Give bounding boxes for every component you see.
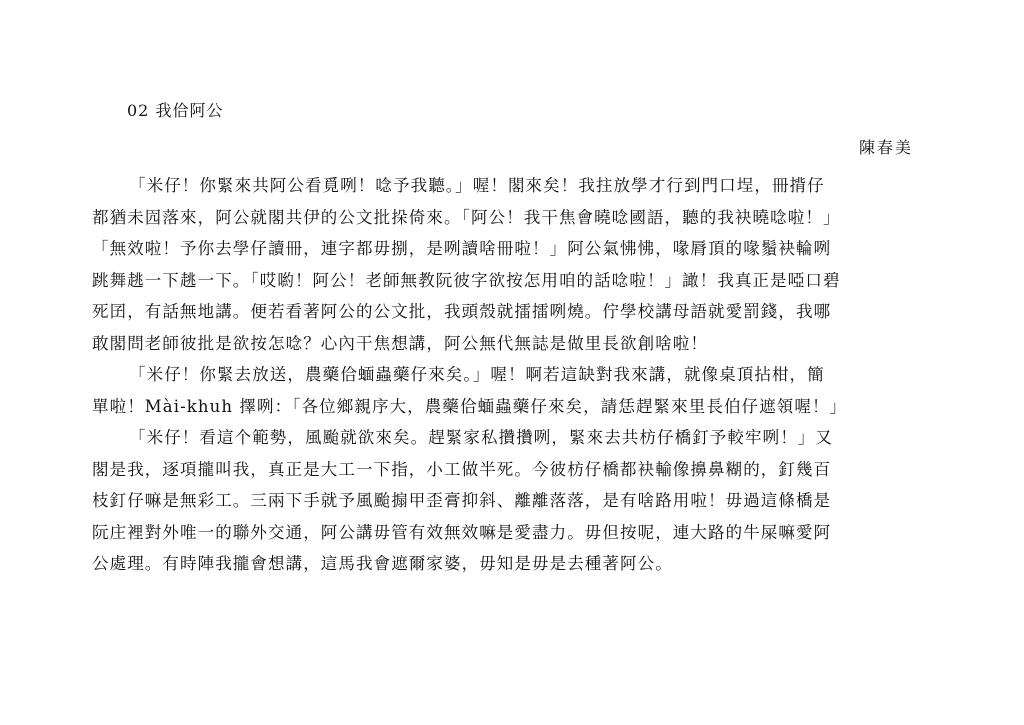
document-body bbox=[92, 174, 922, 584]
text-line: 枝釘仔嘛是無彩工。三兩下手就予風颱搧甲歪膏抑斜、離離落落，是有啥路用啦！毋過這條橋是 bbox=[92, 491, 832, 510]
text-line: 跳舞趒一下趒一下。「哎喲！阿公！老師無教阮彼字欲按怎用咱的話唸啦！」譀！我真正是啞口碧 bbox=[92, 270, 841, 290]
text-line: 敢閣問老師彼批是欲按怎唸？心內干焦想講，阿公無代無誌是做里長欲創啥啦！ bbox=[92, 333, 708, 353]
text-line: 「米仔！你緊去放送，農藥佮蝒蟲藥仔來矣。」喔！啊若這缺對我來講，就像桌頂拈柑，簡 bbox=[129, 365, 825, 384]
text-line: 「米仔！你緊來共阿公看覓咧！唸予我聽。」喔！閣來矣！我拄放學才行到門口埕，冊揹仔 bbox=[129, 176, 825, 195]
text-line: 都猶未囥落來，阿公就閣共伊的公文批挆倚來。「阿公！我干焦會曉唸國語，聽的我袂曉唸啦！」 bbox=[92, 207, 841, 227]
text-line: 閣是我，逐項攏叫我，真正是大工一下指，小工做半死。今彼枋仔橋都袂輸像擤鼻糊的，釘幾百 bbox=[92, 459, 832, 479]
text-line: 死囝，有話無地講。便若看著阿公的公文批，我頭殼就擂擂咧燒。佇學校講母語就愛罰錢，我哪 bbox=[92, 302, 832, 321]
document-title: 02 我佮阿公 bbox=[127, 101, 224, 120]
text-line: 單啦！Mài-khuh 擇咧：「各位鄉親序大，農藥佮蝒蟲藥仔來矣，請恁趕緊來里長伯仔遮領喔！」 bbox=[92, 396, 848, 416]
text-line: 「米仔！看這个範勢，風颱就欲來矣。趕緊家私攢攢咧，緊來去共枋仔橋釘予較牢咧！」又 bbox=[129, 428, 833, 447]
text-line: 公處理。有時陣我攏會想講，這馬我會遮爾家婆，毋知是毋是去種著阿公。 bbox=[92, 554, 673, 573]
author-name: 陳春美 bbox=[858, 138, 913, 157]
text-line: 「無效啦！予你去學仔讀冊，連字都毋捌，是咧讀啥冊啦！」阿公氣怫怫，喙脣頂的喙鬚袂輪咧 bbox=[92, 239, 832, 258]
text-line: 阮庄裡對外唯一的聯外交通，阿公講毋管有效無效嘛是愛盡力。毋但按呢，連大路的牛屎嘛愛阿 bbox=[92, 522, 832, 542]
